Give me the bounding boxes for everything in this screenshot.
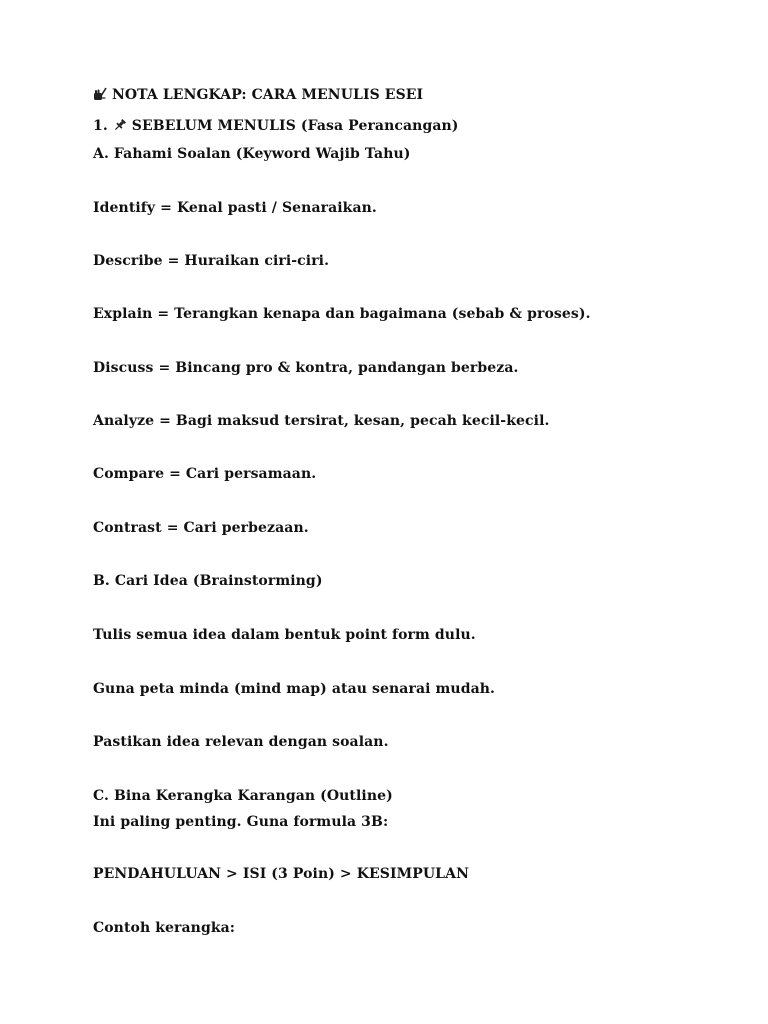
- section-c-intro: Ini paling penting. Guna formula 3B:: [93, 814, 389, 830]
- formula-line: PENDAHULUAN > ISI (3 Poin) > KESIMPULAN: [93, 866, 469, 882]
- section-1-heading: [93, 117, 459, 135]
- pushpin-icon: [113, 118, 127, 132]
- keyword-analyze: Analyze = Bagi maksud tersirat, kesan, pecah kecil-kecil.: [93, 413, 550, 429]
- section-1-text: SEBELUM MENULIS (Fasa Perancangan): [131, 118, 459, 134]
- document-title: [93, 86, 423, 104]
- section-b-heading: B. Cari Idea (Brainstorming): [93, 573, 323, 589]
- keyword-describe: Describe = Huraikan ciri-ciri.: [93, 253, 330, 269]
- keyword-identify: Identify = Kenal pasti / Senaraikan.: [93, 200, 377, 216]
- keyword-compare: Compare = Cari persamaan.: [93, 466, 317, 482]
- section-c-heading: C. Bina Kerangka Karangan (Outline): [93, 788, 393, 804]
- keyword-discuss: Discuss = Bincang pro & kontra, pandangan berbeza.: [93, 360, 519, 376]
- keyword-contrast: Contrast = Cari perbezaan.: [93, 520, 309, 536]
- keyword-explain: Explain = Terangkan kenapa dan bagaimana (sebab & proses).: [93, 306, 591, 322]
- writing-hand-icon: [93, 87, 107, 101]
- document-title-text: NOTA LENGKAP: CARA MENULIS ESEI: [111, 87, 424, 103]
- example-label: Contoh kerangka:: [93, 920, 236, 936]
- section-b-point: Pastikan idea relevan dengan soalan.: [93, 734, 389, 750]
- section-b-point: Guna peta minda (mind map) atau senarai mudah.: [93, 681, 496, 697]
- section-a-heading: A. Fahami Soalan (Keyword Wajib Tahu): [93, 146, 411, 162]
- section-1-number: 1.: [93, 118, 108, 134]
- section-b-point: Tulis semua idea dalam bentuk point form dulu.: [93, 627, 476, 643]
